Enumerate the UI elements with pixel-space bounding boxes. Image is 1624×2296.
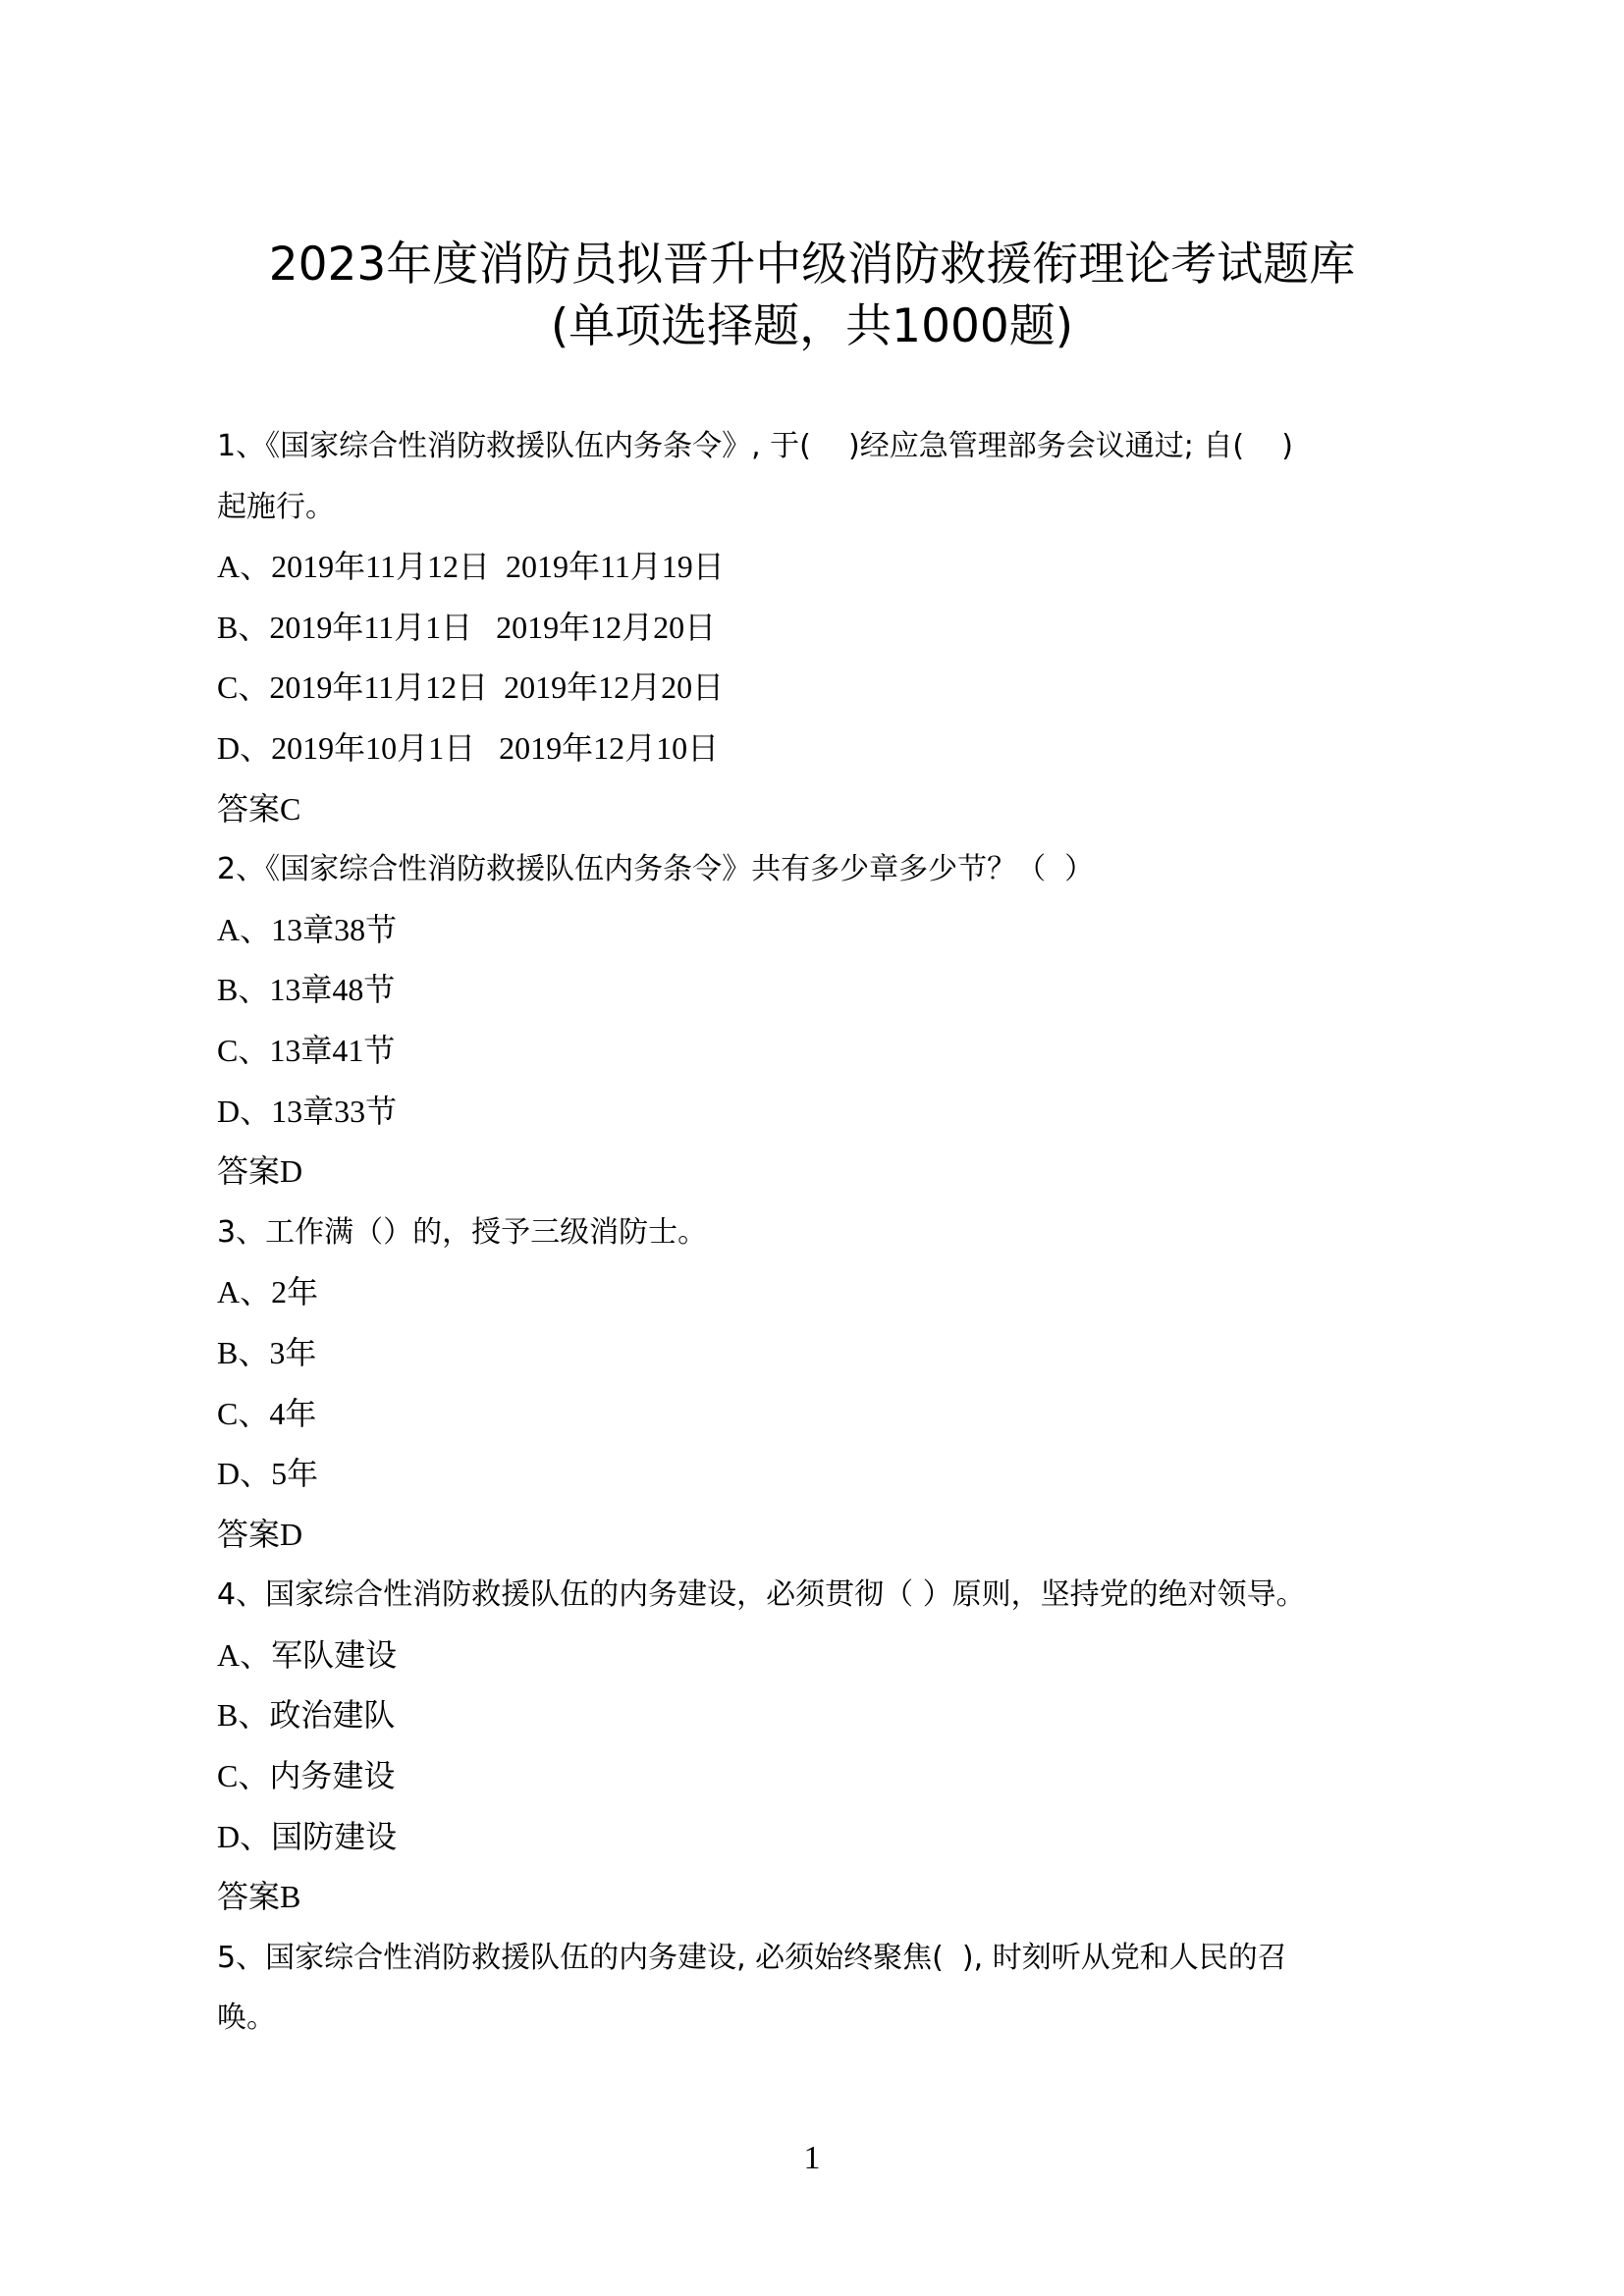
option-label: A、	[217, 1636, 272, 1673]
option-a	[217, 900, 1425, 961]
option-b	[217, 598, 1425, 659]
option-label: A、	[217, 1274, 272, 1310]
option-text: 13章48节	[269, 972, 396, 1008]
question-stem: 唤。	[217, 2001, 276, 2036]
document-title: 2023年度消防员拟晋升中级消防救援衔理论考试题库	[268, 238, 1356, 292]
option-text: 2年	[271, 1274, 319, 1310]
question-5	[217, 1928, 1425, 2049]
option-c	[217, 658, 1425, 719]
option-label: D、	[217, 1456, 272, 1492]
option-text: 13章41节	[269, 1032, 396, 1068]
option-b	[217, 1685, 1425, 1746]
option-c	[217, 1384, 1425, 1445]
option-text: 2019年11月12日 2019年11月19日	[271, 549, 725, 585]
option-text: 4年	[269, 1395, 317, 1431]
option-label: B、	[217, 1334, 270, 1370]
option-label: D、	[217, 1818, 272, 1854]
option-d	[217, 1807, 1425, 1868]
option-label: C、	[217, 1032, 270, 1068]
question-list	[217, 416, 1425, 2049]
option-text: 5年	[271, 1456, 319, 1492]
option-d	[217, 1444, 1425, 1505]
option-a	[217, 1262, 1425, 1323]
page-number: 1	[803, 2140, 821, 2176]
option-label: C、	[217, 669, 270, 706]
question-stem: 2、《国家综合性消防救援队伍内务条令》共有多少章多少节？（ ）	[217, 852, 1095, 887]
option-label: A、	[217, 911, 272, 947]
option-text: 2019年11月12日 2019年12月20日	[269, 669, 725, 706]
option-text: 3年	[269, 1334, 317, 1370]
option-text: 内务建设	[269, 1758, 396, 1794]
option-label: B、	[217, 972, 270, 1008]
option-label: B、	[217, 609, 270, 645]
option-label: D、	[217, 1093, 272, 1129]
option-text: 13章33节	[271, 1093, 398, 1129]
option-a	[217, 1626, 1425, 1686]
question-stem: 4、国家综合性消防救援队伍的内务建设，必须贯彻（ ）原则，坚持党的绝对领导。	[217, 1577, 1306, 1613]
question-1	[217, 416, 1425, 839]
question-stem: 3、工作满（）的，授予三级消防士。	[217, 1214, 708, 1250]
document-subtitle: (单项选择题，共1000题)	[550, 299, 1074, 353]
option-label: B、	[217, 1697, 270, 1734]
option-label: A、	[217, 549, 272, 585]
option-text: 2019年10月1日 2019年12月10日	[271, 729, 720, 766]
question-2	[217, 839, 1425, 1202]
question-stem: 起施行。	[217, 489, 335, 524]
option-label: C、	[217, 1395, 270, 1431]
option-d	[217, 1082, 1425, 1143]
option-text: 国防建设	[271, 1818, 398, 1854]
option-c	[217, 1021, 1425, 1082]
question-4	[217, 1565, 1425, 1928]
answer: 答案C	[217, 790, 301, 827]
option-label: D、	[217, 729, 272, 766]
option-text: 13章38节	[271, 911, 398, 947]
answer: 答案D	[217, 1516, 303, 1552]
option-b	[217, 960, 1425, 1021]
question-3	[217, 1202, 1425, 1566]
option-text: 军队建设	[271, 1636, 398, 1673]
question-stem: 5、国家综合性消防救援队伍的内务建设, 必须始终聚焦( ), 时刻听从党和人民的召	[217, 1940, 1287, 1975]
answer: 答案D	[217, 1153, 303, 1190]
option-a	[217, 537, 1425, 598]
answer: 答案B	[217, 1879, 301, 1915]
question-stem: 1、《国家综合性消防救援队伍内务条令》, 于( )经应急管理部务会议通过; 自( )	[217, 429, 1293, 463]
option-text: 政治建队	[269, 1697, 396, 1734]
option-label: C、	[217, 1758, 270, 1794]
option-d	[217, 719, 1425, 779]
option-text: 2019年11月1日 2019年12月20日	[269, 609, 717, 645]
option-c	[217, 1746, 1425, 1807]
option-b	[217, 1323, 1425, 1384]
